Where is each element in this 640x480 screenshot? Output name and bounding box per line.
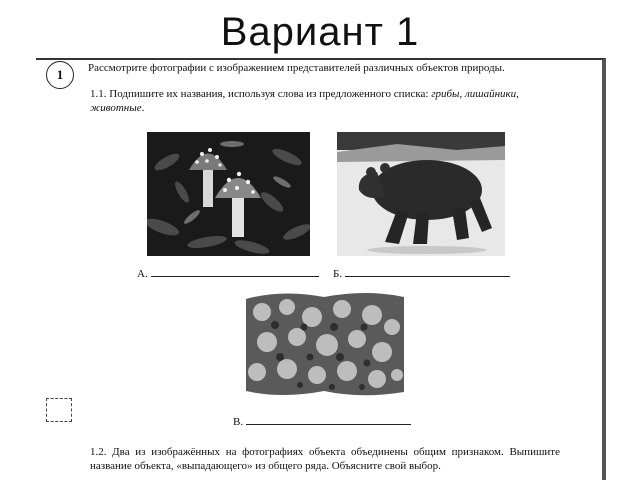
subtask-1-1-prefix: 1.1. Подпишите их названия, используя слова из предложенного списка: xyxy=(90,88,429,100)
answer-label-b: Б. xyxy=(333,268,343,280)
subtask-1-1-end: . xyxy=(141,102,145,114)
answer-label-a: А. xyxy=(137,268,148,280)
score-box[interactable] xyxy=(46,398,72,422)
answer-line-b[interactable] xyxy=(333,266,510,280)
subtask-1-1 xyxy=(90,87,560,115)
photo-lichen xyxy=(242,287,407,400)
photo-mushrooms xyxy=(147,132,310,256)
task-instruction: Рассмотрите фотографии с изображением представителей различных объектов природы. xyxy=(88,62,505,74)
subtask-1-1-word-list: грибы, лишайники, животные xyxy=(90,88,519,114)
subtask-1-2: 1.2. Два из изображённых на фотографиях объекта объединены общим признаком. Выпишите название объекта, «выпадающего» из общего ряда. Объясните свой выбор. xyxy=(90,446,560,472)
photo-bear xyxy=(337,132,505,256)
slide-title: Вариант 1 xyxy=(220,10,420,54)
answer-line-c[interactable] xyxy=(233,414,411,428)
answer-line-a[interactable] xyxy=(137,266,319,280)
task-number-badge: 1 xyxy=(46,61,74,89)
answer-label-c: В. xyxy=(233,416,244,428)
